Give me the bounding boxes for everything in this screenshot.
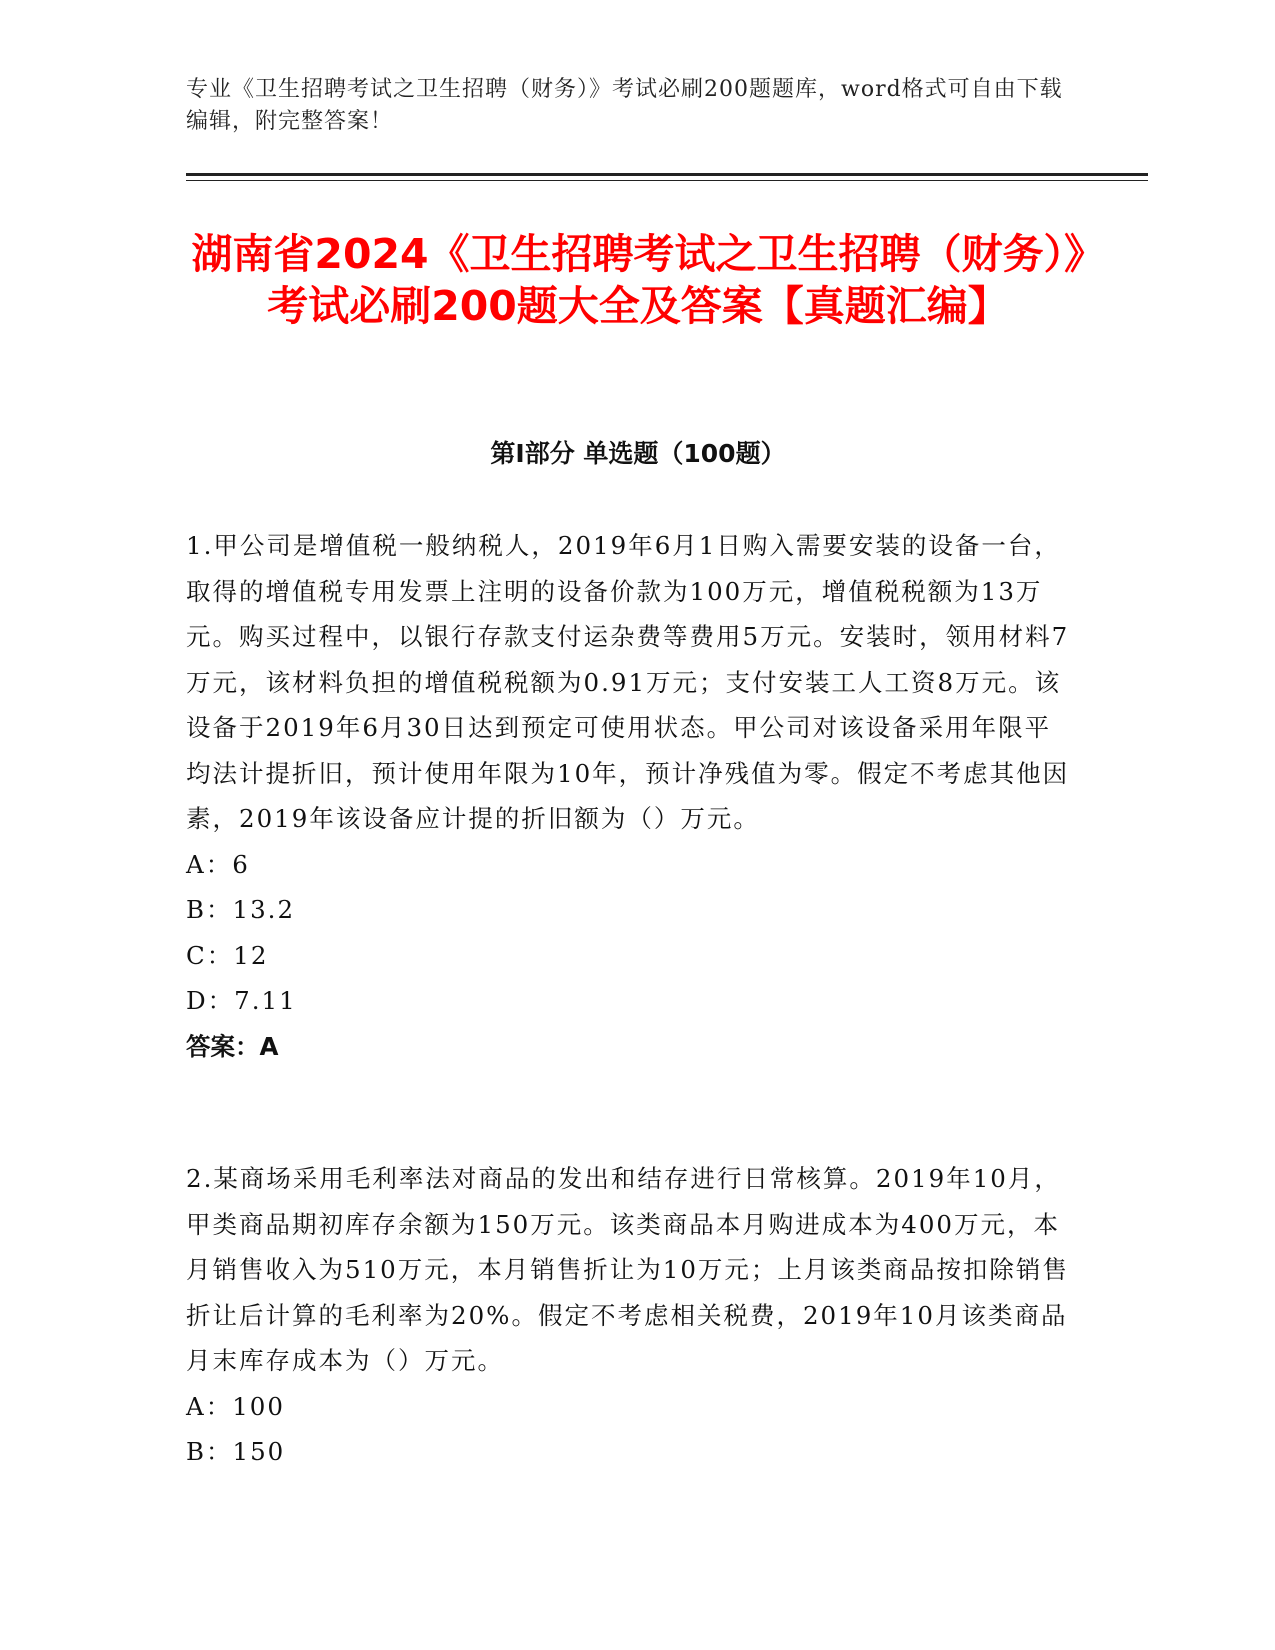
header-note: 专业《卫生招聘考试之卫生招聘（财务）》考试必刷200题题库，word格式可自由下载编辑，附完整答案！ — [186, 77, 1063, 134]
section-title: 第I部分 单选题（100题） — [490, 439, 786, 468]
option-b: B：150 — [186, 1437, 286, 1466]
answer: 答案：A — [186, 1031, 279, 1061]
header-rule-thin — [186, 180, 1148, 181]
option-a: A：100 — [186, 1391, 285, 1421]
question-stem: 1.甲公司是增值税一般纳税人，2019年6月1日购入需要安装的设备一台，取得的增值税专用发票上注明的设备价款为100万元，增值税税额为13万元。购买过程中，以银行存款支付运杂费等费用5万元。安装时，领用材料7万元，该材料负担的增值税税额为0.91万元；支付安装工人工资8万元。该设备于2019年6月30日达到预定可使用状态。甲公司对该设备采用年限平均法计提折旧，预计使用年限为10年，预计净残值为零。假定不考虑其他因素，2019年该设备应计提的折旧额为（）万元。 — [186, 531, 1070, 833]
question-2 — [186, 1156, 1076, 1475]
question-1 — [186, 523, 1076, 1069]
question-stem: 2.某商场采用毛利率法对商品的发出和结存进行日常核算。2019年10月，甲类商品期初库存余额为150万元。该类商品本月购进成本为400万元，本月销售收入为510万元，本月销售折让为10万元；上月该类商品按扣除销售折让后计算的毛利率为20%。假定不考虑相关税费，2019年10月该类商品月末库存成本为（）万元。 — [186, 1164, 1069, 1375]
document-title: 湖南省2024《卫生招聘考试之卫生招聘（财务）》考试必刷200题大全及答案【真题汇编】 — [191, 230, 1085, 330]
header-rule-thick — [186, 173, 1148, 176]
option-a: A：6 — [186, 849, 250, 879]
option-c: C：12 — [186, 940, 269, 970]
option-d: D：7.11 — [186, 986, 297, 1015]
option-b: B：13.2 — [186, 895, 296, 924]
